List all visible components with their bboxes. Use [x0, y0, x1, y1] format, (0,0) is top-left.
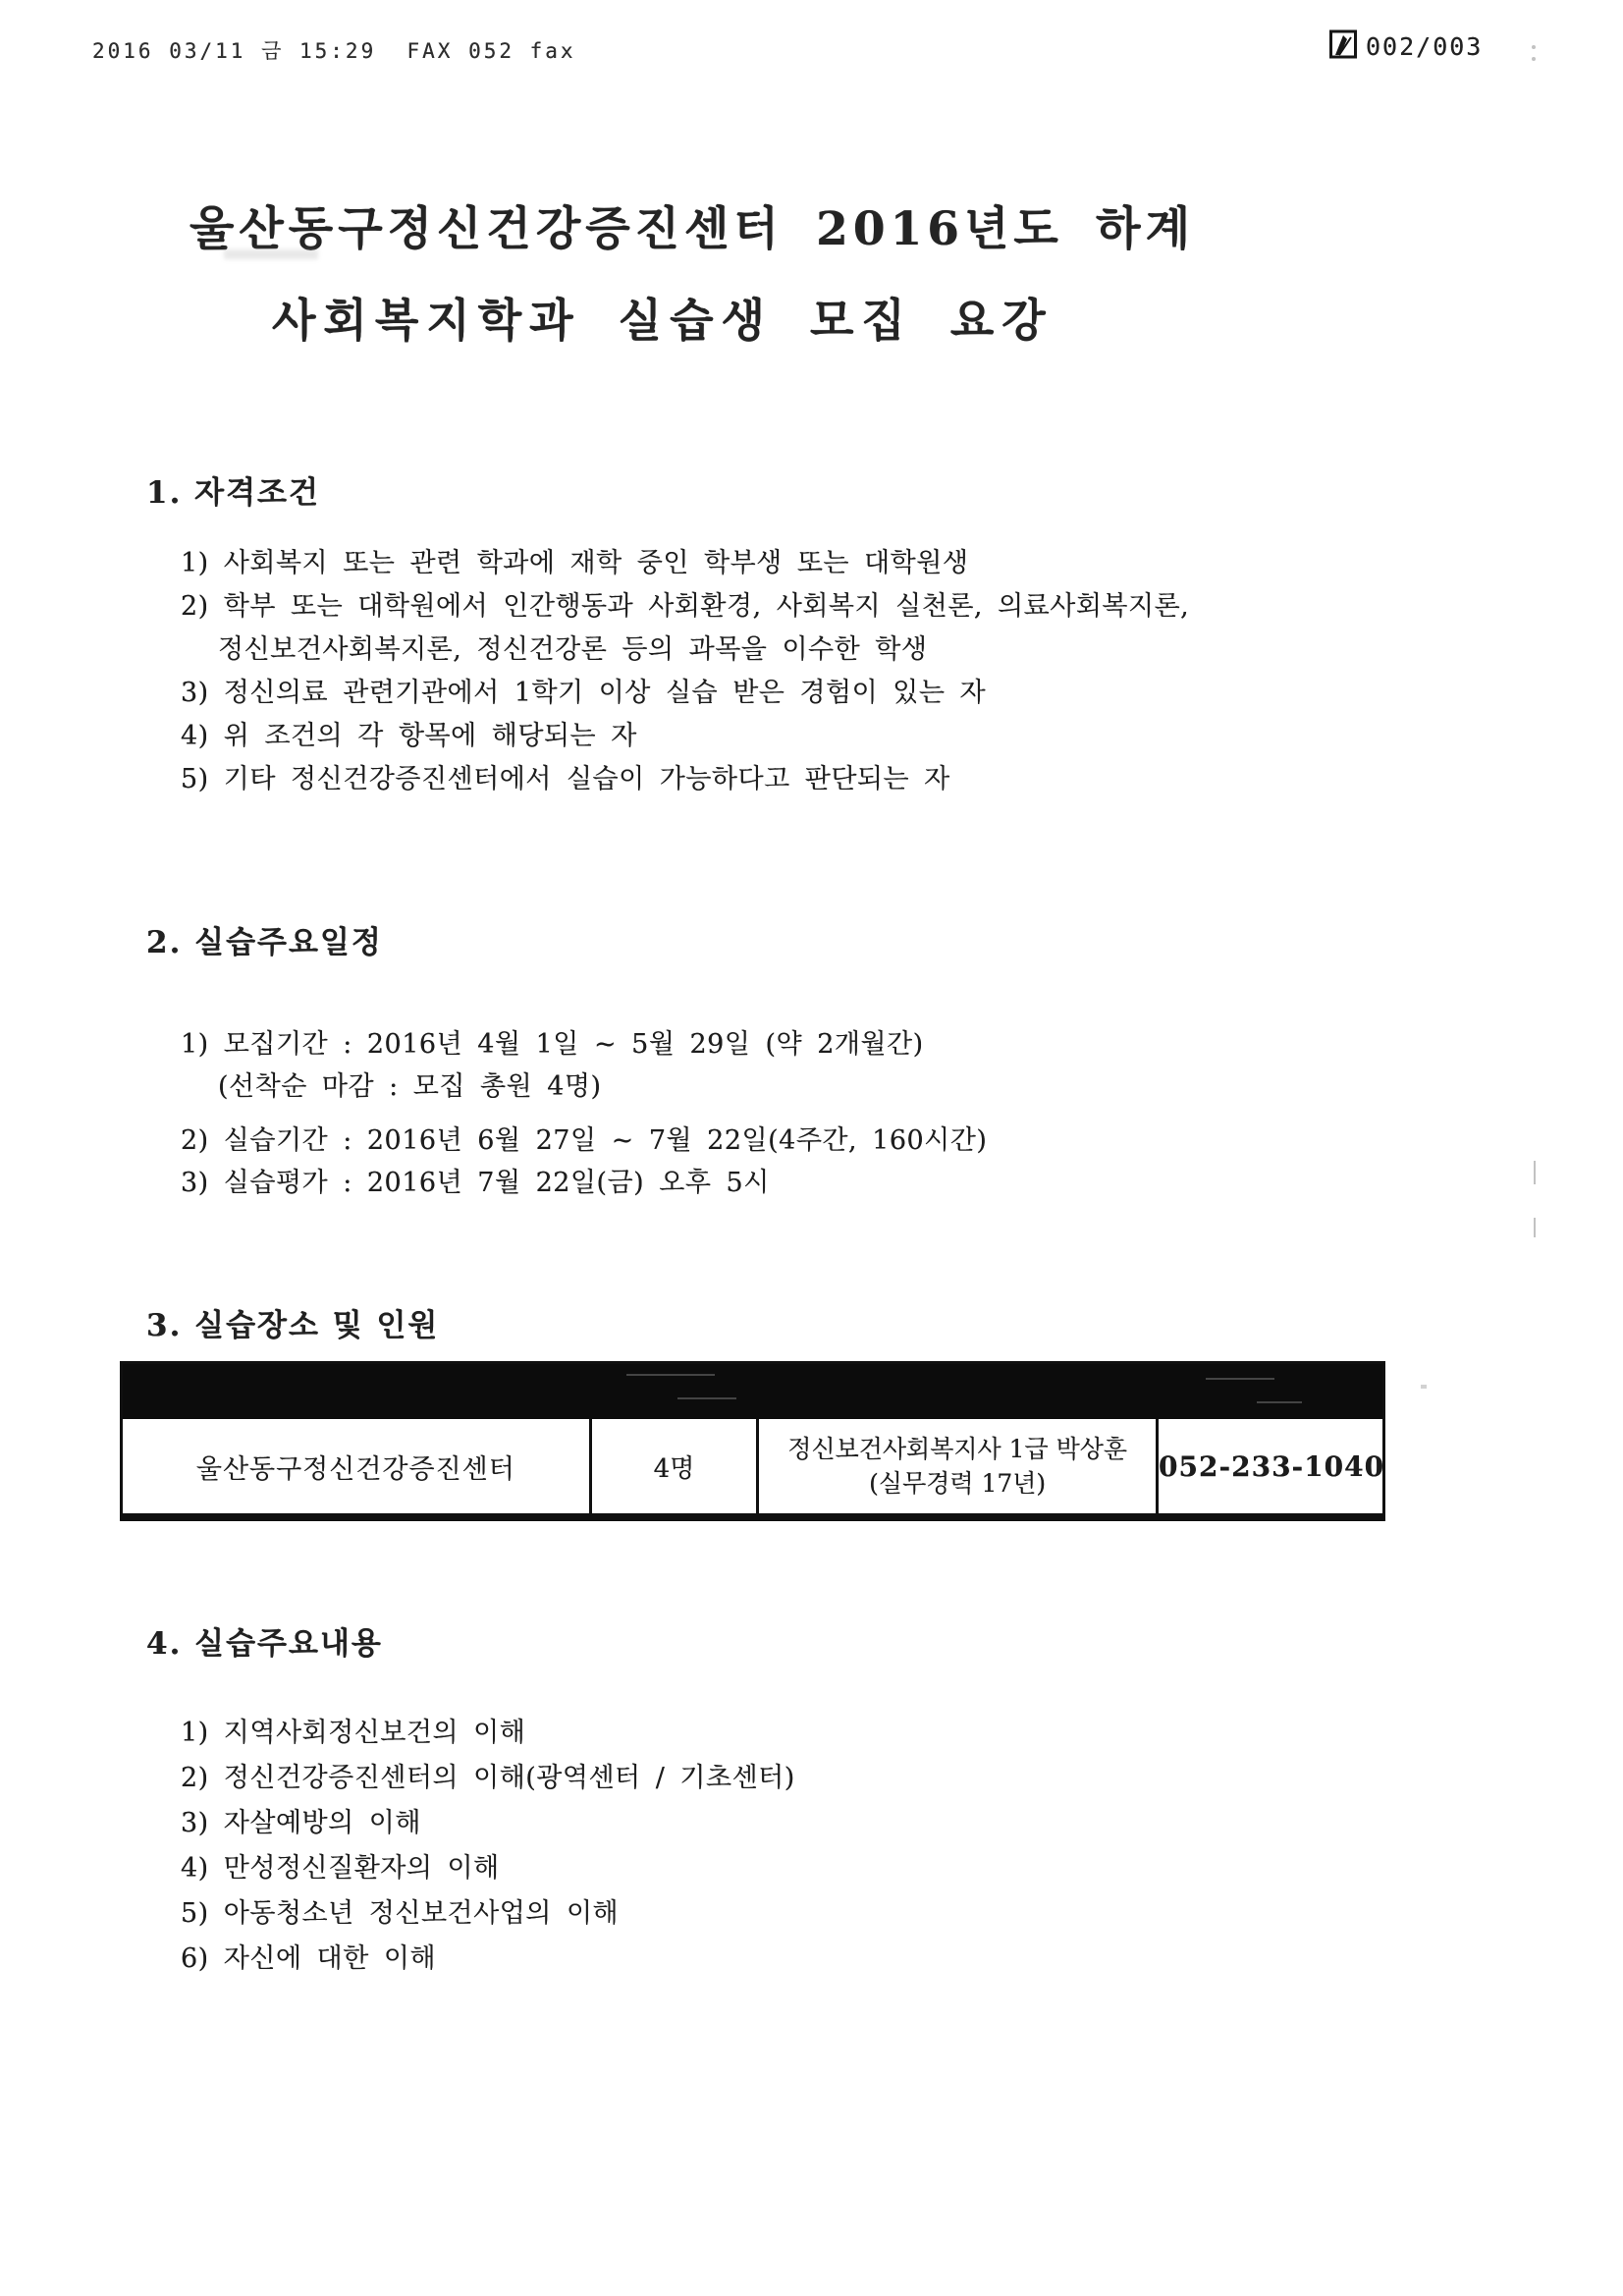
document-title-line-2: 사회복지학과 실습생 모집 요강 — [272, 294, 1054, 347]
scan-artifact — [1421, 1385, 1427, 1389]
fax-header-timestamp: 2016 03/11 금 15:29 FAX 052 fax — [92, 39, 576, 63]
fax-page-indicator — [1329, 29, 1483, 63]
section-3-heading: 3. 실습장소 및 인원 — [146, 1308, 440, 1343]
table-header-bar — [123, 1364, 1382, 1419]
scan-artifact — [1534, 1161, 1536, 1184]
scan-artifact — [1532, 45, 1536, 49]
section-1-heading: 1. 자격조건 — [146, 475, 320, 511]
cell-place: 울산동구정신건강증진센터 — [195, 1453, 515, 1485]
fax-page-count: 002/003 — [1366, 31, 1484, 61]
section-2-heading: 2. 실습주요일정 — [146, 925, 383, 960]
section-4-list — [181, 1711, 795, 1982]
cell-count: 4명 — [589, 1419, 757, 1513]
supervisor-career: (실무경력 17년) — [869, 1469, 1047, 1498]
scan-noise — [626, 1374, 715, 1376]
list-item: 3) 정신의료 관련기관에서 1학기 이상 실습 받은 경험이 있는 자 — [181, 678, 987, 708]
section-4-heading: 4. 실습주요내용 — [146, 1626, 383, 1662]
document-icon — [1329, 29, 1357, 63]
list-item: 1) 모집기간 : 2016년 4월 1일 ~ 5월 29일 (약 2개월간) — [181, 1029, 924, 1060]
scan-noise — [1257, 1401, 1302, 1403]
list-item-continuation: (선착순 마감 : 모집 총원 4명) — [218, 1071, 602, 1102]
list-item: 2) 학부 또는 대학원에서 인간행동과 사회환경, 사회복지 실천론, 의료사회복지론, — [181, 591, 1190, 622]
placement-table — [120, 1361, 1385, 1521]
list-item: 2) 실습기간 : 2016년 6월 27일 ~ 7월 22일(4주간, 160시간) — [181, 1125, 988, 1156]
list-item: 1) 사회복지 또는 관련 학과에 재학 중인 학부생 또는 대학원생 — [181, 548, 969, 578]
section-2-list — [181, 1023, 987, 1204]
list-item: 4) 만성정신질환자의 이해 — [181, 1853, 500, 1884]
list-item: 1) 지역사회정신보건의 이해 — [181, 1718, 526, 1748]
list-item: 3) 자살예방의 이해 — [181, 1808, 421, 1838]
cell-phone: 052-233-1040 — [1156, 1419, 1384, 1513]
scan-artifact — [224, 249, 318, 259]
list-item: 6) 자신에 대한 이해 — [181, 1943, 437, 1974]
scan-noise — [677, 1397, 736, 1399]
scan-noise — [1206, 1378, 1274, 1380]
document-title-line-1: 울산동구정신건강증진센터 2016년도 하계 — [189, 202, 1195, 256]
list-item: 2) 정신건강증진센터의 이해(광역센터 / 기초센터) — [181, 1763, 795, 1793]
table-row — [123, 1419, 1385, 1513]
section-1-list — [181, 542, 1189, 801]
scan-artifact — [1534, 1218, 1536, 1237]
supervisor-name: 정신보건사회복지사 1급 박상훈 — [787, 1435, 1128, 1463]
list-item-continuation: 정신보건사회복지론, 정신건강론 등의 과목을 이수한 학생 — [218, 634, 928, 665]
list-item: 3) 실습평가 : 2016년 7월 22일(금) 오후 5시 — [181, 1168, 770, 1198]
list-item: 5) 기타 정신건강증진센터에서 실습이 가능하다고 판단되는 자 — [181, 764, 950, 794]
cell-supervisor — [756, 1419, 1156, 1513]
list-item: 4) 위 조건의 각 항목에 해당되는 자 — [181, 721, 637, 751]
scan-artifact — [1532, 57, 1536, 61]
list-item: 5) 아동청소년 정신보건사업의 이해 — [181, 1898, 620, 1929]
